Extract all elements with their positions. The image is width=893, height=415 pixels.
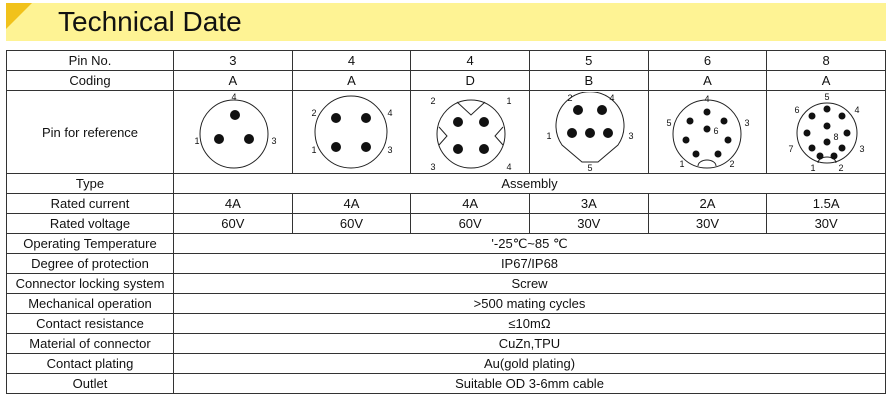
cell-pin-no: 8 (767, 51, 886, 71)
pin-diagram-cell (411, 91, 530, 174)
pin-label: 2 (729, 159, 735, 169)
pin-diagram-3pin-a (178, 92, 288, 172)
page-title: Technical Date (58, 6, 242, 37)
pin-label: 4 (387, 108, 393, 118)
pin-diagram-cell (767, 91, 886, 174)
pin-label: 4 (506, 162, 512, 172)
cell-coding: A (648, 71, 767, 91)
pin-diagram-cell (529, 91, 648, 174)
pin-label: 1 (810, 163, 816, 172)
cell-rated-voltage: 60V (411, 214, 530, 234)
cell-material: CuZn,TPU (174, 334, 886, 354)
pin-diagram-5pin-b (534, 92, 644, 172)
pin-label: 1 (546, 131, 552, 141)
row-label: Type (7, 174, 174, 194)
row-label: Mechanical operation (7, 294, 174, 314)
row-label: Coding (7, 71, 174, 91)
row-label: Contact plating (7, 354, 174, 374)
pin-label: 2 (838, 163, 844, 172)
pin-label: 4 (854, 105, 860, 115)
pin-label: 3 (744, 118, 750, 128)
pin-label: 2 (311, 108, 317, 118)
row-label: Rated current (7, 194, 174, 214)
title-banner (6, 3, 886, 41)
pin-label: 7 (788, 144, 794, 154)
cell-rated-current: 4A (411, 194, 530, 214)
row-operating-temperature (7, 234, 886, 254)
corner-accent (6, 3, 32, 29)
row-coding (7, 71, 886, 91)
cell-rated-current: 3A (529, 194, 648, 214)
cell-degree-of-protection: IP67/IP68 (174, 254, 886, 274)
pin-label: 5 (666, 118, 672, 128)
row-contact-plating (7, 354, 886, 374)
row-degree-of-protection (7, 254, 886, 274)
pin-label: 2 (430, 96, 436, 106)
cell-pin-no: 5 (529, 51, 648, 71)
cell-rated-voltage: 30V (767, 214, 886, 234)
cell-outlet: Suitable OD 3-6mm cable (174, 374, 886, 394)
cell-pin-no: 4 (411, 51, 530, 71)
pin-label: 3 (430, 162, 436, 172)
row-label: Degree of protection (7, 254, 174, 274)
row-label: Pin No. (7, 51, 174, 71)
pin-label: 8 (833, 132, 839, 142)
pin-diagram-cell (292, 91, 411, 174)
pin-label: 1 (194, 136, 200, 146)
row-type (7, 174, 886, 194)
row-rated-voltage (7, 214, 886, 234)
cell-contact-plating: Au(gold plating) (174, 354, 886, 374)
cell-rated-voltage: 30V (529, 214, 648, 234)
pin-label: 5 (587, 163, 593, 172)
cell-locking-system: Screw (174, 274, 886, 294)
row-label: Pin for reference (7, 91, 174, 174)
row-material (7, 334, 886, 354)
cell-pin-no: 6 (648, 51, 767, 71)
row-rated-current (7, 194, 886, 214)
cell-operating-temperature: '-25℃~85 ℃ (174, 234, 886, 254)
cell-pin-no: 4 (292, 51, 411, 71)
cell-coding: D (411, 71, 530, 91)
cell-rated-current: 4A (174, 194, 293, 214)
pin-label: 2 (567, 93, 573, 103)
pin-label: 3 (387, 145, 393, 155)
cell-mechanical-operation: >500 mating cycles (174, 294, 886, 314)
row-contact-resistance (7, 314, 886, 334)
cell-rated-voltage: 60V (292, 214, 411, 234)
pin-label: 3 (628, 131, 634, 141)
pin-diagram-4pin-d (415, 92, 525, 172)
cell-type: Assembly (174, 174, 886, 194)
cell-coding: A (292, 71, 411, 91)
pin-label: 3 (271, 136, 277, 146)
cell-rated-voltage: 30V (648, 214, 767, 234)
cell-rated-current: 4A (292, 194, 411, 214)
cell-contact-resistance: ≤10mΩ (174, 314, 886, 334)
row-label: Operating Temperature (7, 234, 174, 254)
pin-diagram-4pin-a (296, 92, 406, 172)
row-label: Outlet (7, 374, 174, 394)
row-label: Material of connector (7, 334, 174, 354)
cell-coding: A (174, 71, 293, 91)
row-mechanical-operation (7, 294, 886, 314)
row-label: Contact resistance (7, 314, 174, 334)
pin-label: 4 (231, 92, 237, 102)
pin-diagram-cell (174, 91, 293, 174)
cell-rated-voltage: 60V (174, 214, 293, 234)
pin-label: 1 (311, 145, 317, 155)
cell-coding: B (529, 71, 648, 91)
row-locking-system (7, 274, 886, 294)
pin-label: 4 (704, 94, 710, 104)
row-pin-no (7, 51, 886, 71)
cell-rated-current: 2A (648, 194, 767, 214)
pin-label: 4 (609, 93, 615, 103)
pin-label: 5 (824, 92, 830, 102)
pin-diagram-cell (648, 91, 767, 174)
cell-rated-current: 1.5A (767, 194, 886, 214)
pin-diagram-6pin-a (652, 92, 762, 172)
row-label: Rated voltage (7, 214, 174, 234)
spec-table (6, 50, 886, 394)
pin-label: 1 (506, 96, 512, 106)
cell-coding: A (767, 71, 886, 91)
row-outlet (7, 374, 886, 394)
cell-pin-no: 3 (174, 51, 293, 71)
row-label: Connector locking system (7, 274, 174, 294)
pin-label: 6 (794, 105, 800, 115)
pin-label: 3 (859, 144, 865, 154)
pin-diagram-8pin-a (771, 92, 881, 172)
row-pin-reference (7, 91, 886, 174)
pin-label: 6 (713, 126, 719, 136)
pin-label: 1 (679, 159, 685, 169)
